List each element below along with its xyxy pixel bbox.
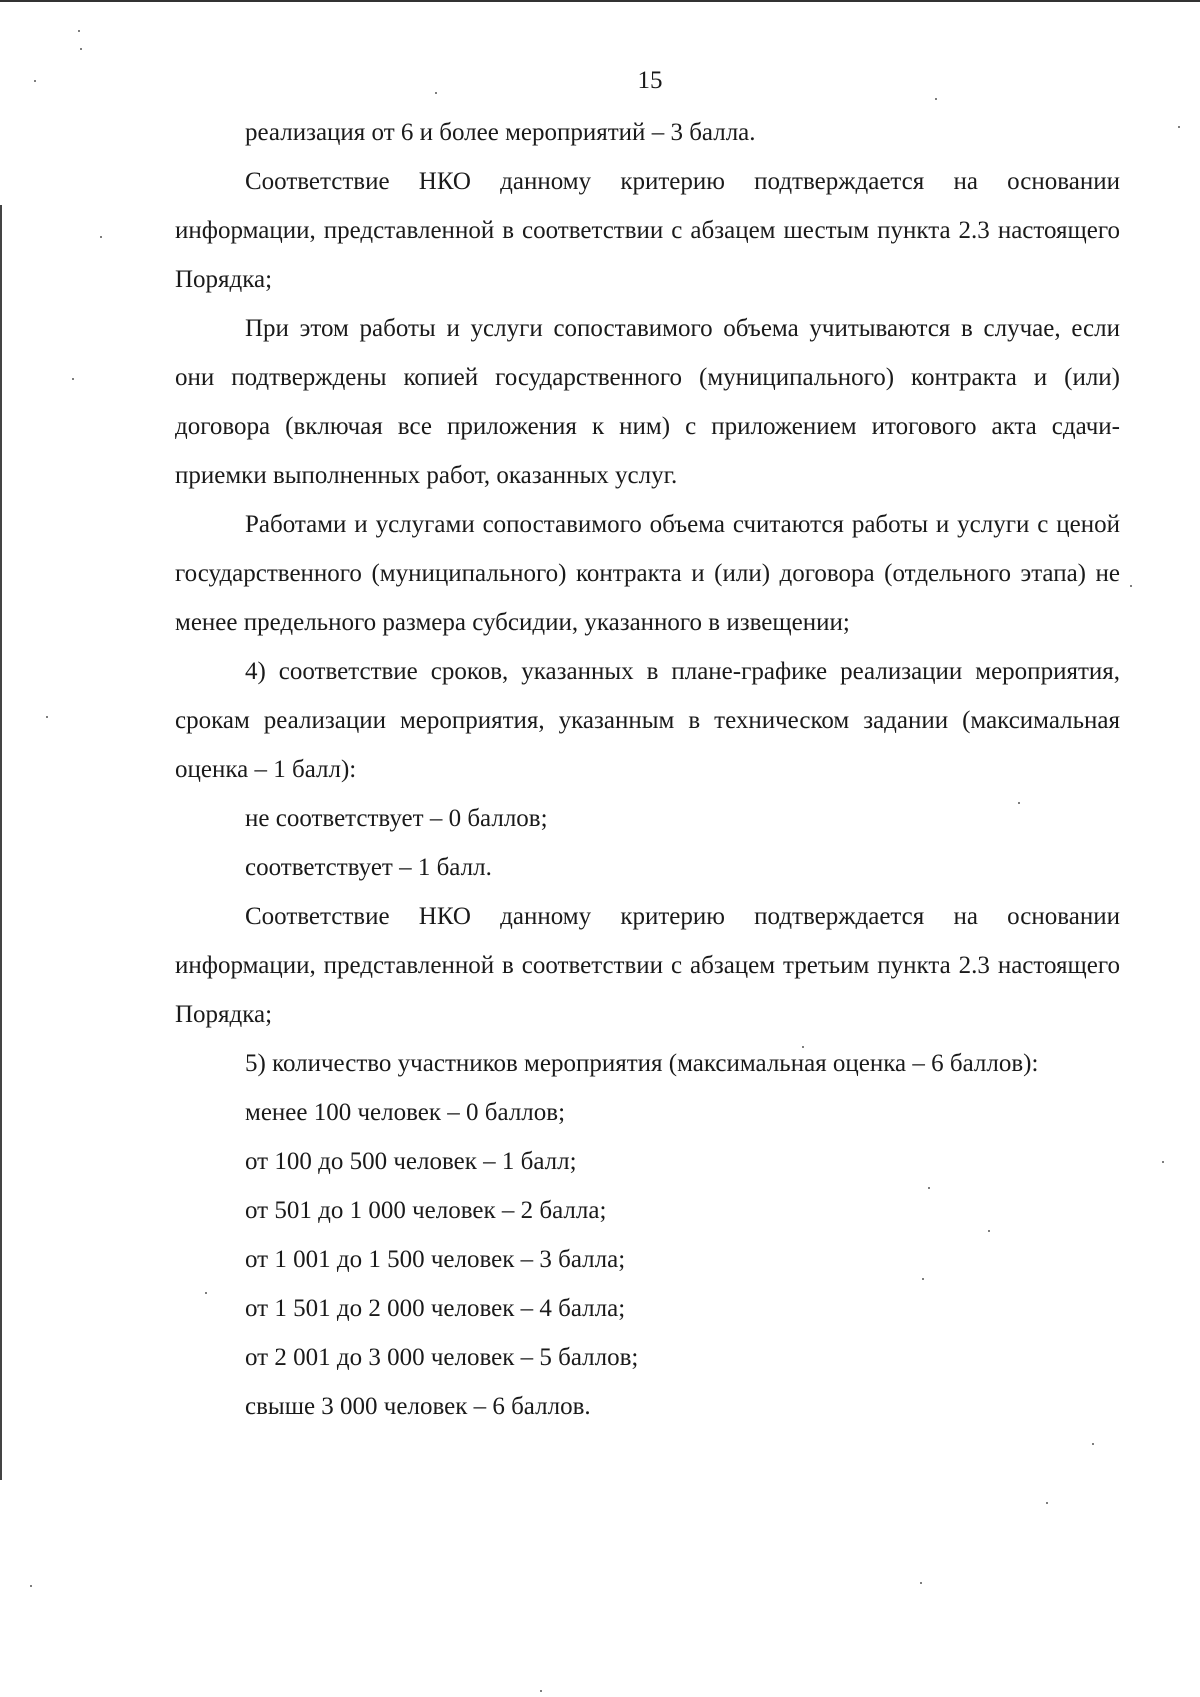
scan-speck xyxy=(920,1582,922,1584)
scan-top-edge xyxy=(0,0,1200,2)
scan-speck xyxy=(1046,1502,1048,1504)
scan-speck xyxy=(34,80,36,82)
scan-speck xyxy=(802,1046,804,1048)
list-item-participants-score: от 1 001 до 1 500 человек – 3 балла; xyxy=(245,1246,626,1273)
scan-speck xyxy=(30,1585,32,1587)
scan-speck xyxy=(80,48,82,50)
scan-speck xyxy=(1130,585,1132,587)
document-body xyxy=(175,108,1120,1431)
scan-speck xyxy=(935,98,937,100)
list-item-participants-score: менее 100 человек – 0 баллов; xyxy=(245,1099,566,1126)
scan-speck xyxy=(72,378,74,380)
scan-speck xyxy=(78,30,80,32)
paragraph-criterion-4-confirmation: Соответствие НКО данному критерию подтверждается на основании информации, представленной в соответствии с абзацем третьим пункта 2.3 настоящего Порядка; xyxy=(175,903,1120,1028)
list-item-participants-score: от 100 до 500 человек – 1 балл; xyxy=(245,1148,577,1175)
list-item-participants-score: от 2 001 до 3 000 человек – 5 баллов; xyxy=(245,1344,639,1371)
scan-speck xyxy=(1018,802,1020,804)
scan-speck xyxy=(46,716,48,718)
scan-speck xyxy=(205,1292,207,1294)
paragraph-criterion-4: 4) соответствие сроков, указанных в плане-графике реализации мероприятия, срокам реализации мероприятия, указанным в техническом задании (максимальная оценка – 1 балл): xyxy=(175,658,1120,783)
list-item-participants-score: от 1 501 до 2 000 человек – 4 балла; xyxy=(245,1295,626,1322)
scan-speck xyxy=(100,236,102,238)
scan-speck xyxy=(435,92,437,94)
paragraph-comparable-works-definition: Работами и услугами сопоставимого объема считаются работы и услуги с ценой государственного (муниципального) контракта и (или) договора (отдельного этапа) не менее предельного размера субсидии, указанного в извещении; xyxy=(175,511,1120,636)
list-item-participants-score: свыше 3 000 человек – 6 баллов. xyxy=(245,1393,591,1420)
paragraph-criterion-3-score: реализация от 6 и более мероприятий – 3 балла. xyxy=(245,119,756,146)
list-item-criterion-4-score: не соответствует – 0 баллов; xyxy=(245,805,548,832)
scan-speck xyxy=(922,1278,924,1280)
list-item-participants-score: от 501 до 1 000 человек – 2 балла; xyxy=(245,1197,607,1224)
scan-speck xyxy=(540,1690,542,1692)
scan-speck xyxy=(928,1187,930,1189)
page-number: 15 xyxy=(637,67,663,94)
scan-speck xyxy=(1162,1161,1164,1163)
paragraph-comparable-works-condition: При этом работы и услуги сопоставимого объема учитываются в случае, если они подтверждены копией государственного (муниципального) контракта и (или) договора (включая все приложения к ним) с приложением итогового акта сдачи-приемки выполненных работ, оказанных услуг. xyxy=(175,315,1120,489)
paragraph-criterion-5: 5) количество участников мероприятия (максимальная оценка – 6 баллов): xyxy=(245,1050,1039,1077)
scan-speck xyxy=(1178,126,1180,128)
scan-left-edge xyxy=(0,205,2,1480)
scan-speck xyxy=(1092,1443,1094,1445)
list-item-criterion-4-score: соответствует – 1 балл. xyxy=(245,854,492,881)
scan-speck xyxy=(988,1230,990,1232)
paragraph-criterion-3-confirmation: Соответствие НКО данному критерию подтверждается на основании информации, представленной в соответствии с абзацем шестым пункта 2.3 настоящего Порядка; xyxy=(175,168,1120,293)
